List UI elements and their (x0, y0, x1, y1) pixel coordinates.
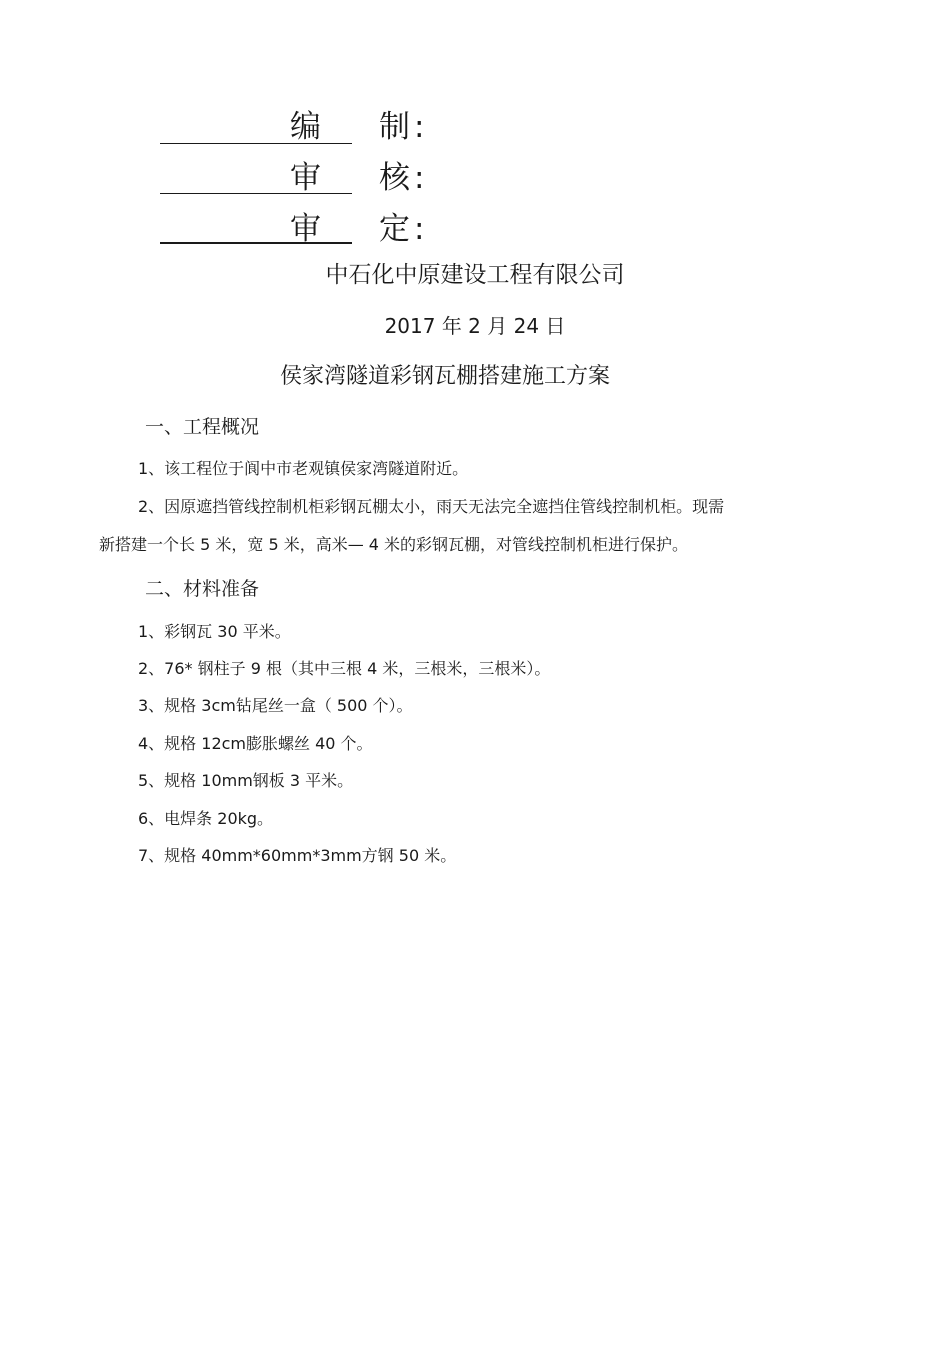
list-item: 3、规格 3cm钻尾丝一盒（ 500 个）。 (138, 696, 413, 715)
signature-label-char: 制 (379, 109, 410, 145)
signature-line-compile (160, 143, 352, 144)
list-item: 1、彩钢瓦 30 平米。 (138, 622, 291, 641)
signature-colon: : (414, 211, 425, 247)
signature-line-approve (160, 242, 352, 244)
section-heading-materials: 二、材料准备 (145, 578, 260, 600)
paragraph: 1、该工程位于阆中市老观镇侯家湾隧道附近。 (138, 459, 469, 478)
paragraph: 2、因原遮挡管线控制机柜彩钢瓦棚太小，雨天无法完全遮挡住管线控制机柜。现需 (138, 497, 725, 516)
list-item: 2、76* 钢柱子 9 根（其中三根 4 米，三根米，三根米）。 (138, 659, 551, 678)
list-item: 6、电焊条 20kg。 (138, 809, 274, 828)
company-name: 中石化中原建设工程有限公司 (325, 262, 625, 288)
list-item: 4、规格 12cm膨胀螺丝 40 个。 (138, 734, 373, 753)
signature-label-char: 审 (290, 160, 321, 196)
signature-line-review (160, 193, 352, 194)
section-heading-overview: 一、工程概况 (145, 416, 260, 438)
list-item: 5、规格 10mm钢板 3 平米。 (138, 771, 354, 790)
list-item: 7、规格 40mm*60mm*3mm方钢 50 米。 (138, 846, 457, 865)
document-title: 侯家湾隧道彩钢瓦棚搭建施工方案 (279, 364, 610, 389)
signature-label-char: 核 (379, 160, 410, 196)
signature-colon: : (414, 109, 425, 145)
signature-label-char: 定 (379, 211, 410, 247)
signature-label-char: 审 (290, 211, 321, 247)
document-date: 2017 年 2 月 24 日 (384, 314, 566, 338)
paragraph-continuation: 新搭建一个长 5 米，宽 5 米，高米— 4 米的彩钢瓦棚，对管线控制机柜进行保护。 (99, 535, 689, 554)
signature-colon: : (414, 160, 425, 196)
signature-label-char: 编 (290, 109, 321, 145)
